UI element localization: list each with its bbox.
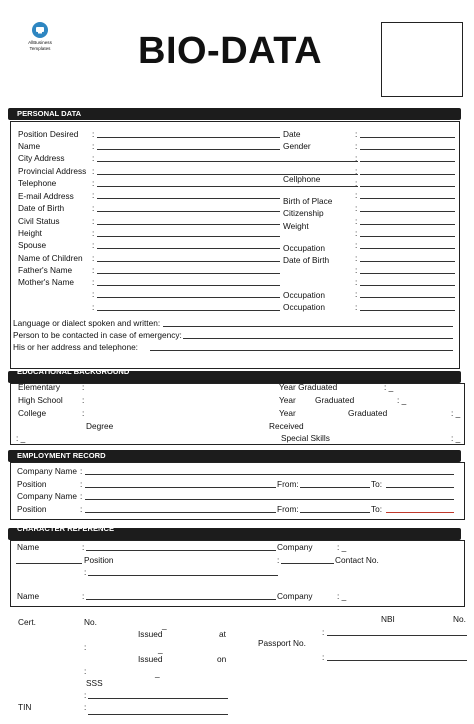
personal-left-label: Telephone — [18, 178, 57, 188]
employment-from-label: From: — [277, 504, 299, 514]
colon: _ — [162, 620, 167, 630]
ref1-name-line[interactable] — [86, 550, 276, 551]
personal-right-line[interactable] — [360, 236, 455, 237]
section-title-personal: PERSONAL DATA — [17, 109, 82, 118]
employment-label: Position — [17, 479, 47, 489]
edu-received: Received — [269, 421, 304, 431]
language-label: Language or dialect spoken and written: — [13, 318, 161, 328]
personal-left-label: E-mail Address — [18, 191, 74, 201]
colon: _ — [155, 668, 160, 678]
colon: : — [84, 690, 87, 700]
personal-left-label: Father's Name — [18, 265, 73, 275]
employment-label: Company Name — [17, 491, 77, 501]
colon: : — [355, 153, 358, 163]
colon: : — [322, 652, 325, 662]
employment-to-label: To: — [371, 504, 383, 514]
personal-right-label: Occupation — [283, 302, 325, 312]
personal-right-line[interactable] — [360, 186, 455, 187]
section-bar-personal — [8, 108, 461, 120]
personal-right-line[interactable] — [360, 198, 455, 199]
logo-text-1: AllBusiness — [28, 40, 52, 45]
personal-left-label: Mother's Name — [18, 277, 74, 287]
personal-left-label: City Address — [18, 153, 65, 163]
cert-at-label: at — [219, 629, 226, 639]
colon: : — [92, 302, 95, 312]
edu-elementary: Elementary — [18, 382, 60, 392]
personal-right-line[interactable] — [360, 273, 455, 274]
personal-field-line[interactable] — [97, 261, 280, 262]
personal-right-line[interactable] — [360, 310, 455, 311]
cert-label: Cert. — [18, 617, 36, 627]
colon: : — [92, 153, 95, 163]
colon: : — [80, 466, 83, 476]
cert-no-label: No. — [84, 617, 97, 627]
personal-field-line[interactable] — [97, 224, 280, 225]
address-label: His or her address and telephone: — [13, 342, 138, 352]
colon: : — [92, 141, 95, 151]
colon: : — [84, 702, 87, 712]
employment-label: Position — [17, 504, 47, 514]
colon: : — [355, 166, 358, 176]
logo — [20, 22, 60, 58]
colon: : — [82, 382, 85, 392]
personal-left-label: Spouse — [18, 240, 47, 250]
ref2-name-label: Name — [17, 591, 40, 601]
edu-graduated-3: Graduated — [348, 408, 388, 418]
employment-to-line[interactable] — [386, 487, 454, 488]
passport-line[interactable] — [327, 660, 467, 661]
logo-text-2: Templates — [29, 46, 51, 51]
personal-right-line[interactable] — [360, 224, 455, 225]
photo-box[interactable] — [381, 22, 463, 97]
tin-label: TIN — [18, 702, 32, 712]
personal-left-label: Position Desired — [18, 129, 79, 139]
colon: : — [92, 265, 95, 275]
address-line[interactable] — [150, 350, 453, 351]
section-bar-employment — [8, 450, 461, 462]
ref1-company-label: Company — [277, 542, 313, 552]
edu-high-school: High School — [18, 395, 63, 405]
colon: : — [355, 178, 358, 188]
personal-left-label: Name of Children — [18, 253, 83, 263]
colon: : — [355, 216, 358, 226]
personal-right-line[interactable] — [360, 248, 455, 249]
logo-icon — [32, 22, 48, 38]
personal-field-line[interactable] — [97, 211, 280, 212]
colon: : — [82, 591, 85, 601]
personal-field-line[interactable] — [97, 137, 280, 138]
colon: _ — [158, 644, 163, 654]
ref2-name-line[interactable] — [86, 599, 276, 600]
personal-field-line[interactable] — [97, 149, 280, 150]
cert-on-label: on — [217, 654, 227, 664]
personal-left-label: Name — [18, 141, 41, 151]
edu-year-graduated-1: Year Graduated — [279, 382, 338, 392]
colon: : — [84, 642, 87, 652]
colon: : _ — [451, 433, 461, 443]
colon: : — [92, 228, 95, 238]
personal-field-line[interactable] — [97, 174, 280, 175]
personal-right-label: Gender — [283, 141, 311, 151]
personal-long-line[interactable] — [280, 161, 358, 162]
section-title-employment: EMPLOYMENT RECORD — [17, 451, 106, 460]
edu-year-3: Year — [279, 408, 296, 418]
colon: : — [277, 555, 280, 565]
personal-field-line[interactable] — [97, 161, 280, 162]
personal-right-label: Occupation — [283, 243, 325, 253]
personal-right-label: Occupation — [283, 290, 325, 300]
personal-left-label: Height — [18, 228, 42, 238]
personal-right-label: Date of Birth — [283, 255, 330, 265]
colon: : — [322, 627, 325, 637]
personal-field-line[interactable] — [97, 236, 280, 237]
colon: : — [82, 542, 85, 552]
personal-right-line[interactable] — [360, 285, 455, 286]
personal-field-line[interactable] — [97, 186, 280, 187]
personal-long-line[interactable] — [280, 186, 358, 187]
employment-to-line[interactable] — [386, 512, 454, 513]
colon: : — [92, 240, 95, 250]
colon: : — [92, 216, 95, 226]
tin-line[interactable] — [88, 714, 228, 715]
emergency-label: Person to be contacted in case of emergency: — [13, 330, 182, 340]
employment-company-line[interactable] — [85, 499, 454, 500]
personal-right-line[interactable] — [360, 174, 455, 175]
ref2-company-label: Company — [277, 591, 313, 601]
colon: : — [92, 178, 95, 188]
colon: : — [355, 129, 358, 139]
ref1-position-line[interactable] — [88, 575, 278, 576]
employment-position-line[interactable] — [85, 487, 276, 488]
edu-college: College — [18, 408, 47, 418]
section-bar-character — [8, 524, 461, 540]
colon: : — [92, 129, 95, 139]
personal-right-label: Date — [283, 129, 301, 139]
personal-field-line[interactable] — [97, 273, 280, 274]
language-line[interactable] — [163, 326, 453, 327]
employment-from-label: From: — [277, 479, 299, 489]
nbi-line[interactable] — [327, 635, 467, 636]
colon: : — [92, 289, 95, 299]
personal-right-label: Birth of Place — [283, 196, 333, 206]
colon: : _ — [337, 591, 347, 601]
colon: : — [84, 666, 87, 676]
personal-field-line[interactable] — [97, 310, 280, 311]
edu-year-2: Year — [279, 395, 296, 405]
page-title: BIO-DATA — [138, 30, 323, 72]
personal-field-line[interactable] — [97, 297, 280, 298]
colon: : — [92, 166, 95, 176]
colon: : — [355, 277, 358, 287]
edu-graduated-2: Graduated — [315, 395, 355, 405]
cert-issued-on-label: Issued — [138, 654, 163, 664]
nbi-no-label: No. — [453, 614, 466, 624]
personal-right-label: Cellphone — [283, 174, 321, 184]
ref1-position-label: Position — [84, 555, 114, 565]
emergency-line[interactable] — [183, 338, 453, 339]
personal-right-line[interactable] — [360, 211, 455, 212]
section-title-character: CHARACTER REFERENCE — [17, 524, 115, 533]
personal-field-line[interactable] — [97, 285, 280, 286]
section-title-education: EDUCATIONAL BACKGROUND — [17, 367, 130, 376]
colon: : — [355, 228, 358, 238]
colon: : — [92, 203, 95, 213]
personal-right-line[interactable] — [360, 161, 455, 162]
sss-label: SSS — [86, 678, 103, 688]
education-box — [10, 383, 465, 445]
colon: : _ — [384, 382, 394, 392]
edu-special-skills: Special Skills — [281, 433, 330, 443]
colon: : — [92, 277, 95, 287]
employment-position-line[interactable] — [85, 512, 276, 513]
personal-right-line[interactable] — [360, 149, 455, 150]
colon: : — [80, 491, 83, 501]
nbi-label: NBI — [381, 614, 395, 624]
colon: : _ — [397, 395, 407, 405]
personal-left-label: Provincial Address — [18, 166, 87, 176]
colon: : — [92, 253, 95, 263]
personal-left-label: Date of Birth — [18, 203, 65, 213]
colon: : — [84, 567, 87, 577]
colon: : — [355, 289, 358, 299]
ref1-contact-label: Contact No. — [335, 555, 379, 565]
colon: : — [82, 395, 85, 405]
colon: : — [355, 203, 358, 213]
cert-issued-label: Issued — [138, 629, 163, 639]
personal-right-line[interactable] — [360, 137, 455, 138]
colon: : — [355, 302, 358, 312]
sss-line[interactable] — [88, 698, 228, 699]
ref1-contact-line[interactable] — [281, 563, 334, 564]
colon: : — [80, 504, 83, 514]
personal-left-label: Civil Status — [18, 216, 60, 226]
personal-right-line[interactable] — [360, 297, 455, 298]
colon: : — [355, 253, 358, 263]
colon: : — [82, 408, 85, 418]
employment-from-line[interactable] — [300, 487, 370, 488]
personal-right-label: Weight — [283, 221, 309, 231]
employment-label: Company Name — [17, 466, 77, 476]
employment-to-label: To: — [371, 479, 383, 489]
employment-company-line[interactable] — [85, 474, 454, 475]
colon: : — [355, 240, 358, 250]
personal-right-label: Citizenship — [283, 208, 324, 218]
ref1-blank-line[interactable] — [16, 563, 82, 564]
personal-field-line[interactable] — [97, 248, 280, 249]
ref1-name-label: Name — [17, 542, 40, 552]
colon: : — [92, 190, 95, 200]
colon: : — [80, 479, 83, 489]
edu-degree: Degree — [86, 421, 114, 431]
personal-field-line[interactable] — [97, 198, 280, 199]
colon: : — [355, 190, 358, 200]
colon: : — [355, 265, 358, 275]
colon: : _ — [451, 408, 461, 418]
passport-label: Passport No. — [258, 638, 306, 648]
colon: : — [355, 141, 358, 151]
employment-from-line[interactable] — [300, 512, 370, 513]
colon: : _ — [16, 433, 26, 443]
colon: _ — [155, 705, 160, 715]
personal-right-line[interactable] — [360, 261, 455, 262]
colon: : _ — [337, 542, 347, 552]
